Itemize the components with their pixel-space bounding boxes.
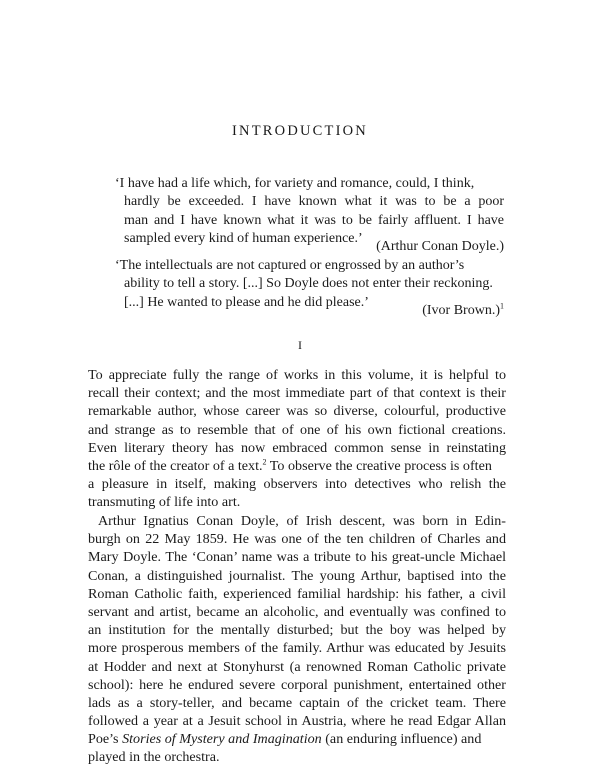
text-line [88,457,506,475]
text-line: more prosperous members of the family. Arthur was educated by Jesuits [88,640,506,657]
text-fragment: To observe the creative process is often [266,457,492,474]
epigraph-line: [...] He wanted to please and he did please.’ [124,294,369,310]
text-line: Conan, a distinguished journalist. The young Arthur, baptised into the [88,567,506,584]
text-line: at Hodder and next at Stonyhurst (a renowned Roman Catholic private [88,658,506,675]
text-line: burgh on 22 May 1859. He was one of the ten children of Charles and [88,531,506,548]
text-line: To appreciate fully the range of works in this volume, it is helpful to [88,367,506,383]
epigraph-line: ability to tell a story. [...] So Doyle does not enter their reckoning. [124,276,493,292]
section-numeral: I [298,338,302,352]
text-line: school): here he endured severe corporal punishment, entertained other [88,676,506,693]
text-line: Mary Doyle. The ‘Conan’ name was a tribute to his great-uncle Michael [88,549,506,566]
text-line: played in the orchestra. [88,749,220,766]
footnote-marker: 1 [500,301,504,311]
text-line [88,730,506,748]
book-title: Stories of Mystery and Imagination [122,731,322,748]
text-line: an institution for the mentally disturbed; but the boy was helped by [88,622,506,639]
paragraph-2 [88,512,506,767]
epigraph-line: hardly be exceeded. I have known what it was to be a poor [124,194,504,210]
text-line: lads as a story-teller, and became captain of the cricket team. There [88,694,506,711]
epigraph-attribution-2 [422,302,504,320]
page-title: INTRODUCTION [232,123,368,139]
text-line: a pleasure in itself, making observers into detectives who relish the [88,476,506,493]
text-line: recall their context; and the most immediate part of that context is their [88,385,506,402]
text-fragment: the rôle of the creator of a text. [88,457,263,474]
epigraph-line: ‘I have had a life which, for variety and romance, could, I think, [115,176,475,191]
text-line: Roman Catholic faith, experienced familial hardship: his father, a civil [88,585,506,602]
text-fragment: Poe’s [88,731,123,748]
text-line: and strange as to resemble that of one of his own fictional creations. [88,421,506,438]
text-line: Even literary theory has now embraced common sense in reinstating [88,439,506,456]
text-line: Arthur Ignatius Conan Doyle, of Irish descent, was born in Edin- [98,513,506,529]
epigraph-line: ‘The intellectuals are not captured or engrossed by an author’s [115,258,465,273]
text-fragment: (an enduring influence) and [321,731,482,748]
epigraph-line: sampled every kind of human experience.’ [124,230,363,246]
text-line: transmuting of life into art. [88,494,241,511]
footnote-marker: 2 [262,457,267,467]
epigraph-attribution-1: (Arthur Conan Doyle.) [376,239,504,254]
paragraph-1 [88,366,506,512]
text-line: remarkable author, whose career was so diverse, colourful, productive [88,403,506,420]
text-line: followed a year at a Jesuit school in Austria, where he read Edgar Allan [88,713,506,730]
text-line: servant and artist, became an alcoholic, and eventually was confined to [88,603,506,620]
epigraph-line: man and I have known what it was to be fairly affluent. I have [124,212,504,228]
attribution-text: (Ivor Brown.) [422,303,500,318]
